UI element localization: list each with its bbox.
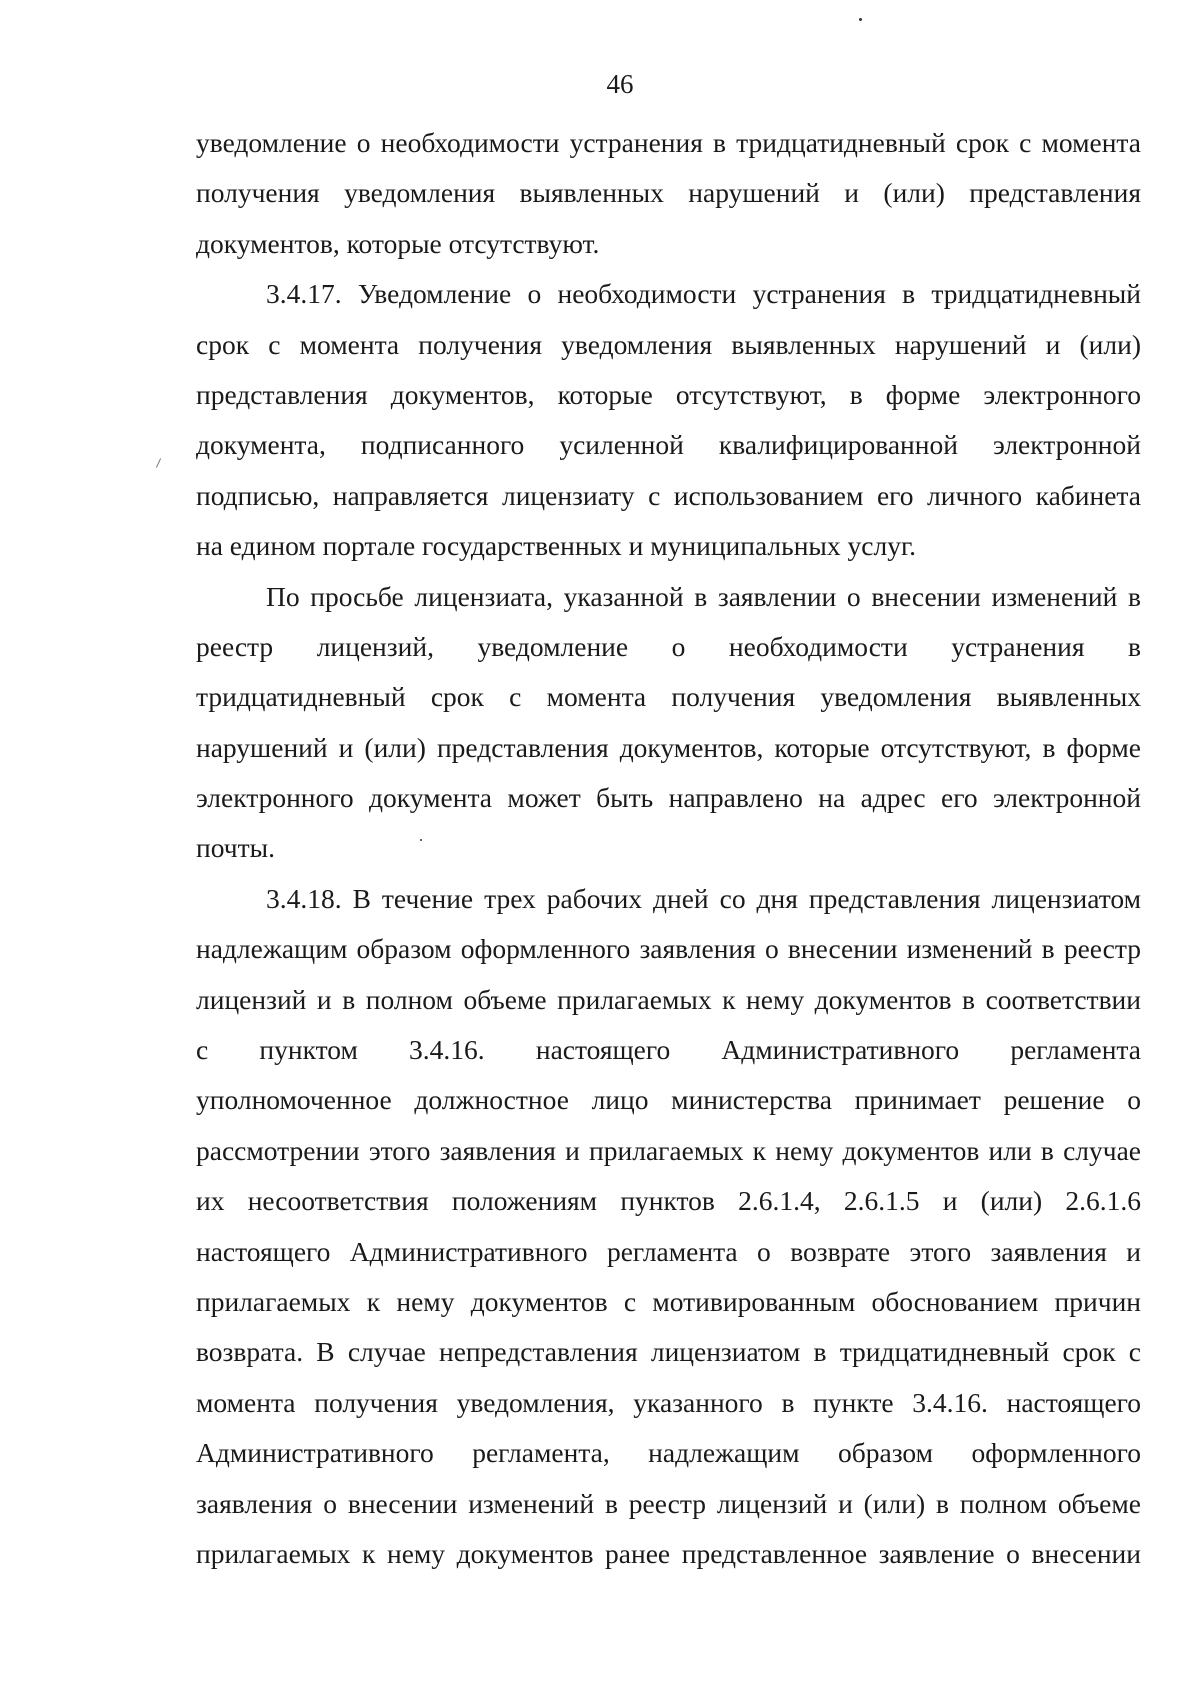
text-line: на едином портале государственных и муниципальных услуг. [196,530,916,562]
text-line: документов, которые отсутствуют. [196,227,600,259]
text-line: нарушений и (или) представления документов, которые отсутствуют, в форме [196,731,1141,763]
paragraph-first-line: 3.4.18. В течение трех рабочих дней со дня представления лицензиатом [266,882,1141,914]
text-line: почты. [196,832,275,864]
text-line: срок с момента получения уведомления выявленных нарушений и (или) [196,328,1141,360]
text-line: представления документов, которые отсутствуют, в форме электронного [196,378,1141,410]
text-line: настоящего Административного регламента о возврате этого заявления и [196,1235,1141,1267]
text-line: подписью, направляется лицензиату с использованием его личного кабинета [196,479,1141,511]
text-line: рассмотрении этого заявления и прилагаемых к нему документов или в случае [196,1134,1141,1166]
text-line: документа, подписанного усиленной квалифицированной электронной [196,429,1141,461]
text-line: реестр лицензий, уведомление о необходимости устранения в [196,630,1141,662]
text-line: надлежащим образом оформленного заявления о внесении изменений в реестр [196,933,1141,965]
text-line: уполномоченное должностное лицо министерства принимает решение о [196,1084,1141,1116]
text-line: заявления о внесении изменений в реестр лицензий и (или) в полном объеме [196,1487,1141,1519]
body-text [196,118,1141,1579]
text-line: лицензий и в полном объеме прилагаемых к нему документов в соответствии [196,983,1141,1015]
text-line: уведомление о необходимости устранения в тридцатидневный срок с момента [196,127,1141,158]
paragraph-first-line: 3.4.17. Уведомление о необходимости устранения в тридцатидневный [266,278,1141,310]
text-line: возврата. В случае непредставления лицензиатом в тридцатидневный срок с [196,1336,1141,1368]
text-line: прилагаемых к нему документов ранее представленное заявление о внесении [196,1537,1141,1569]
text-line: с пунктом 3.4.16. настоящего Административного регламента [196,1034,1141,1066]
text-line: тридцатидневный срок с момента получения уведомления выявленных [196,681,1141,713]
text-line: момента получения уведомления, указанного в пункте 3.4.16. настоящего [196,1386,1141,1418]
text-line: Административного регламента, надлежащим образом оформленного [196,1437,1141,1469]
scan-mark [156,458,161,467]
text-line: получения уведомления выявленных нарушений и (или) представления [196,177,1141,209]
page-number: 46 [606,69,634,99]
text-line: прилагаемых к нему документов с мотивированным обоснованием причин [196,1285,1141,1317]
scan-speck [859,18,862,21]
text-line: их несоответствия положениям пунктов 2.6.1.4, 2.6.1.5 и (или) 2.6.1.6 [196,1185,1141,1217]
text-line: электронного документа может быть направлено на адрес его электронной [196,782,1141,814]
paragraph-first-line: По просьбе лицензиата, указанной в заявлении о внесении изменений в [266,580,1141,612]
